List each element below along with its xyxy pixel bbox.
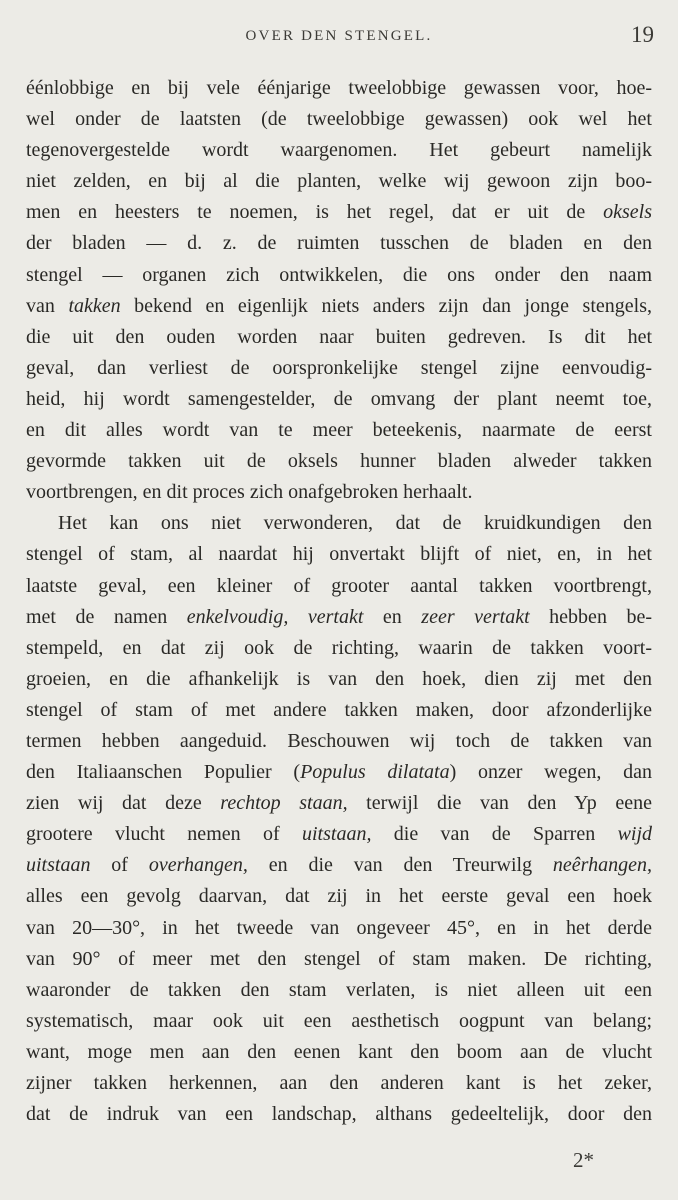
text-run: stengel — organen zich ontwikkelen, die ons onder den naam bbox=[26, 263, 652, 286]
page-number: 19 bbox=[631, 22, 654, 47]
text-run: van bbox=[26, 294, 69, 317]
italic-term: uitstaan, bbox=[301, 823, 372, 846]
text-run: en die van den Treurwilg bbox=[247, 854, 553, 877]
text-run: en dit alles wordt van te meer beteekenis, naarmate de eerst bbox=[26, 419, 652, 442]
text-run: waaronder de takken den stam verlaten, is niet alleen uit een bbox=[26, 978, 652, 1001]
text-run: van 20—30°, in het tweede van ongeveer 45°, en in het derde bbox=[26, 916, 652, 939]
signature-mark: 2* bbox=[573, 1148, 594, 1172]
italic-term: Populus dilatata bbox=[300, 761, 450, 784]
italic-term: neêrhangen, bbox=[552, 854, 652, 877]
text-run: of bbox=[90, 854, 149, 877]
text-line bbox=[26, 135, 652, 166]
text-line bbox=[26, 944, 652, 975]
text-run: geval, dan verliest de oorspronkelijke stengel zijne eenvoudig- bbox=[26, 356, 652, 379]
text-line bbox=[26, 757, 652, 788]
text-run: gevormde takken uit de oksels hunner bladen alweder takken bbox=[26, 450, 652, 473]
text-run: zien wij dat deze bbox=[26, 792, 221, 815]
italic-term: takken bbox=[68, 294, 121, 317]
text-line bbox=[26, 571, 652, 602]
text-line bbox=[26, 975, 652, 1006]
text-line bbox=[26, 788, 652, 819]
italic-term: rechtop staan, bbox=[220, 792, 348, 815]
text-line bbox=[26, 1006, 652, 1037]
italic-term: oksels bbox=[603, 201, 652, 224]
text-line bbox=[26, 726, 652, 757]
text-line bbox=[26, 850, 652, 881]
text-run: niet zelden, en bij al die planten, welke wij gewoon zijn boo- bbox=[26, 170, 652, 193]
text-run: ) onzer wegen, dan bbox=[449, 761, 652, 784]
text-line bbox=[26, 508, 652, 539]
page-header bbox=[0, 22, 678, 52]
text-run: die uit den ouden worden naar buiten gedreven. Is dit het bbox=[26, 325, 652, 348]
text-line bbox=[26, 1099, 652, 1130]
text-run: men en heesters te noemen, is het regel, dat er uit de bbox=[26, 201, 604, 224]
text-line bbox=[26, 913, 652, 944]
text-run: die van de Sparren bbox=[371, 823, 618, 846]
text-run: der bladen — d. z. de ruimten tusschen de bladen en den bbox=[26, 232, 652, 255]
text-run: groeien, en die afhankelijk is van den hoek, dien zij met den bbox=[26, 667, 652, 690]
text-run: termen hebben aangeduid. Beschouwen wij toch de takken van bbox=[26, 729, 652, 752]
text-line bbox=[26, 353, 652, 384]
body-text bbox=[26, 73, 652, 1130]
text-run: alles een gevolg daarvan, dat zij in het eerste geval een hoek bbox=[26, 885, 652, 908]
text-run: zijner takken herkennen, aan den anderen kant is het zeker, bbox=[26, 1072, 652, 1094]
text-line bbox=[26, 322, 652, 353]
text-run: voortbrengen, en dit proces zich onafgebroken herhaalt. bbox=[26, 481, 473, 504]
text-run: stengel of stam, al naardat hij onvertakt blijft of niet, en, in het bbox=[26, 543, 652, 566]
text-line bbox=[26, 197, 652, 228]
text-line bbox=[26, 881, 652, 912]
text-run: den Italiaanschen Populier ( bbox=[26, 761, 301, 784]
text-line bbox=[26, 166, 652, 197]
text-run: dat de indruk van een landschap, althans gedeeltelijk, door den bbox=[26, 1103, 652, 1126]
text-run: en bbox=[363, 605, 422, 628]
text-line bbox=[26, 633, 652, 664]
text-line bbox=[26, 819, 652, 850]
italic-term: uitstaan bbox=[26, 854, 91, 877]
text-run: laatste geval, een kleiner of grooter aantal takken voortbrengt, bbox=[26, 574, 652, 597]
text-line bbox=[26, 228, 652, 259]
italic-term: overhangen, bbox=[148, 854, 248, 877]
text-line bbox=[26, 695, 652, 726]
text-run: stempeld, en dat zij ook de richting, waarin de takken voort- bbox=[26, 636, 652, 659]
text-run: Het kan ons niet verwonderen, dat de kruidkundigen den bbox=[58, 512, 652, 535]
text-run: systematisch, maar ook uit een aesthetisch oogpunt van belang; bbox=[26, 1009, 652, 1032]
text-run: bekend en eigenlijk niets anders zijn dan jonge stengels, bbox=[120, 294, 652, 317]
text-run: wel onder de laatsten (de tweelobbige gewassen) ook wel het bbox=[26, 108, 652, 131]
running-head: OVER DEN STENGEL. bbox=[245, 28, 433, 44]
text-run: éénlobbige en bij vele éénjarige tweelobbige gewassen voor, hoe- bbox=[26, 77, 652, 99]
italic-term: wijd bbox=[617, 823, 653, 846]
text-run: stengel of stam of met andere takken maken, door afzonderlijke bbox=[26, 698, 652, 721]
text-line bbox=[26, 260, 652, 291]
text-line bbox=[26, 664, 652, 695]
text-line bbox=[26, 602, 652, 633]
text-line bbox=[26, 291, 652, 322]
text-line bbox=[26, 1068, 652, 1099]
text-line bbox=[26, 446, 652, 477]
italic-term: zeer vertakt bbox=[421, 605, 530, 628]
text-line bbox=[26, 539, 652, 570]
text-line bbox=[26, 73, 652, 104]
text-line bbox=[26, 415, 652, 446]
text-line bbox=[26, 1037, 652, 1068]
text-run: hebben be- bbox=[529, 605, 652, 628]
text-run: heid, hij wordt samengestelder, de omvang der plant neemt toe, bbox=[26, 387, 652, 410]
text-line bbox=[26, 477, 652, 508]
text-run: want, moge men aan den eenen kant den boom aan de vlucht bbox=[26, 1040, 652, 1063]
text-run: van 90° of meer met den stengel of stam maken. De richting, bbox=[26, 947, 652, 970]
text-run: terwijl die van den Yp eene bbox=[347, 792, 652, 815]
italic-term: enkelvoudig, vertakt bbox=[186, 605, 364, 628]
text-line bbox=[26, 104, 652, 135]
text-run: tegenovergestelde wordt waargenomen. Het gebeurt namelijk bbox=[26, 139, 652, 162]
text-run: grootere vlucht nemen of bbox=[26, 823, 302, 846]
text-run: met de namen bbox=[26, 605, 187, 628]
text-line bbox=[26, 384, 652, 415]
